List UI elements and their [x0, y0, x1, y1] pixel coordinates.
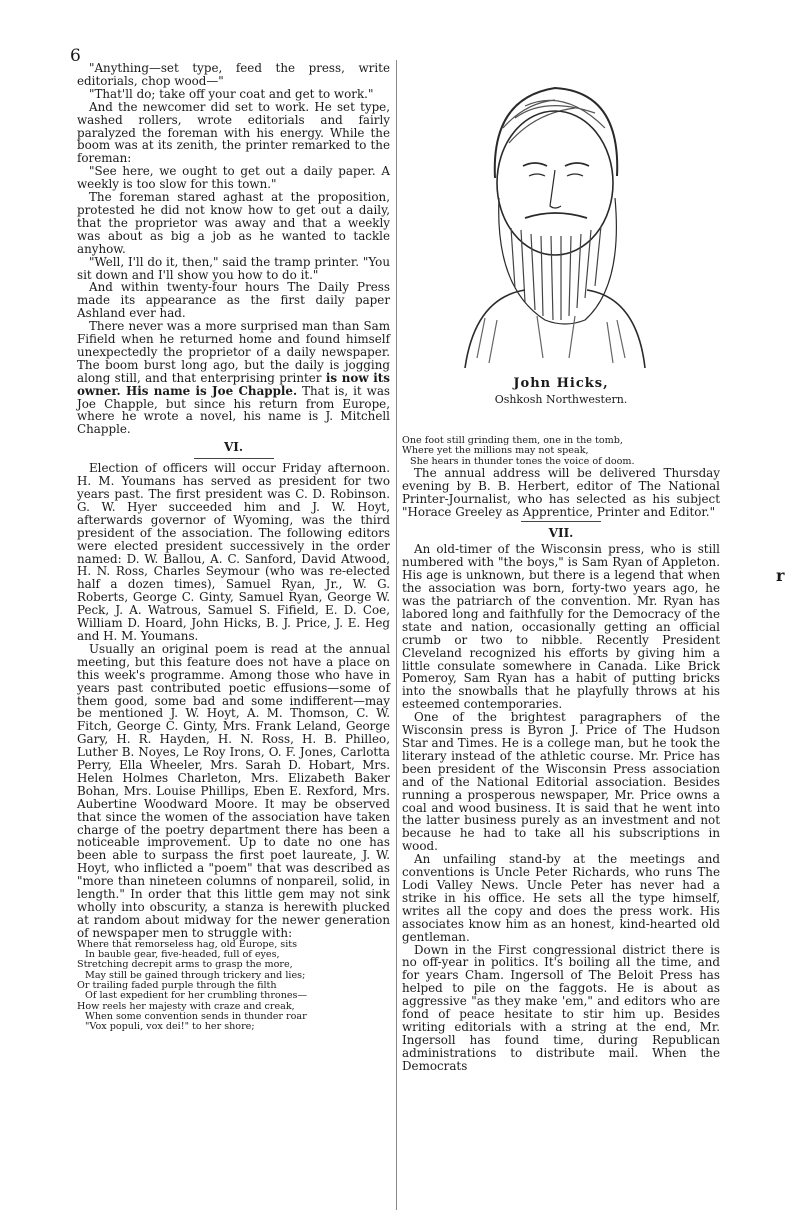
poem-stanza-end	[402, 436, 720, 467]
paragraph: "Anything—set type, feed the press, write editorials, chop wood—"	[77, 61, 390, 88]
right-column	[402, 436, 720, 1073]
paragraph-text: There never was a more surprised man than Sam Fifield when he returned home and found himself unexpectedly the proprietor of a daily newspaper. The boom burst long ago, but the daily is jogging along still, and that enterprising printer	[77, 319, 390, 385]
paragraph: The annual address will be delivered Thursday evening by B. B. Herbert, editor of The National Printer-Journalist, who has selected as his subject "Horace Greeley as Apprentice, Printer and Editor."	[402, 465, 720, 519]
section-heading-vi: VI.	[223, 440, 244, 455]
paragraph: "That'll do; take off your coat and get to work."	[89, 86, 374, 101]
john-hicks-portrait	[425, 58, 685, 368]
poem-line: In bauble gear, five-headed, full of eyes,	[85, 949, 280, 961]
margin-mark: r	[776, 566, 785, 585]
paragraph-text: That is, it was Joe Chapple, but since his return from Europe, where he wrote a novel, his name is J. Mitchell Chapple.	[77, 383, 391, 437]
column-divider	[396, 60, 397, 1210]
poem-line: Or trailing faded purple through the filth	[77, 979, 277, 991]
paragraph: Usually an original poem is read at the annual meeting, but this feature does not have a place on this week's programme. Among those who have in years past contributed poetic effusions—some of them good, some bad and some indifferent—may be mentioned J. W. Hoyt, A. M. Thomson, C. W. Fitch, George C. Ginty, Mrs. Frank Leland, George Gary, H. R. Hayden, H. N. Ross, H. B. Philleo, Luther B. Noyes, Le Roy Irons, O. F. Jones, Carlotta Perry, Ella Wheeler, Mrs. Sarah D. Hobart, Mrs. Helen Holmes Charleton, Mrs. Elizabeth Baker Bohan, Mrs. Louise Phillips, Eben E. Rexford, Mrs. Aubertine Woodward Moore. It may be observed that since the women of the association have taken charge of the poetry department there has been a noticeable improvement. Up to date no one has been able to surpass the first poet laureate, J. W. Hoyt, who inflicted a "poem" that was described as "more than nineteen columns of nonpareil, solid, in length." In order that this little gem may not sink wholly into obscurity, a stanza is herewith plucked at random about midway for the newer generation of newspaper men to struggle with:	[77, 641, 390, 940]
left-column	[77, 62, 390, 1032]
paragraph: Down in the First congressional district there is no off-year in politics. It's boiling all the time, and for years Cham. Ingersoll of The Beloit Press has helped to pile on the faggots. He is about as aggressive "as they make 'em," and editors who are fond of peace hesitate to stir him up. Besides writing editorials with a string at the end, Mr. Ingersoll has found time, during Republican administrations to distribute mail. When the Democrats	[402, 942, 720, 1073]
page-number: 6	[70, 46, 81, 66]
poem-line: May still be gained through trickery and lies;	[85, 969, 306, 981]
section-rule	[521, 521, 601, 522]
section-rule	[194, 458, 274, 459]
paragraph: "See here, we ought to get out a daily paper. A weekly is too slow for this town."	[77, 164, 390, 192]
paragraph: The foreman stared aghast at the proposition, protested he did not know how to get out a daily, that the proprietor was away and that a weekly was about as big a job as he wanted to tackle anyhow.	[77, 190, 390, 256]
poem-line: She hears in thunder tones the voice of doom.	[410, 455, 635, 467]
paragraph: And the newcomer did set to work. He set type, washed rollers, wrote editorials and fairly paralyzed the foreman with his energy. While the boom was at its zenith, the printer remarked to the foreman:	[77, 99, 390, 166]
section-heading-vii: VII.	[548, 525, 574, 540]
paragraph: Election of officers will occur Friday afternoon. H. M. Youmans has served as president for two years past. The first president was C. D. Robinson. G. W. Hyer succeeded him and J. W. Hoyt, afterwards governor of Wyoming, was the third president of the association. The following editors were elected president successively in the order named: D. W. Ballou, A. C. Sanford, David Atwood, H. N. Ross, Charles Seymour (who was re-elected half a dozen times), Samuel Ryan, Jr., W. G. Roberts, George C. Ginty, Samuel Ryan, George W. Peck, J. A. Watrous, Samuel S. Fifield, E. D. Coe, William D. Hoard, John Hicks, B. J. Price, J. E. Heg and H. M. Youmans.	[77, 461, 390, 643]
poem-line: One foot still grinding them, one in the tomb,	[402, 435, 623, 446]
caption-name: John Hicks,	[513, 376, 609, 391]
poem-line: Where yet the millions may not speak,	[402, 445, 589, 457]
poem-line: "Vox populi, vox dei!" to her shore;	[85, 1021, 255, 1033]
paragraph: One of the brightest paragraphers of the Wisconsin press is Byron J. Price of The Hudson Star and Times. He is a college man, but he took the literary instead of the athletic course. Mr. Price has been president of the Wisconsin Press association and of the National Editorial association. Besides running a prosperous newspaper, Mr. Price owns a coal and wood business. It is said that he went into the latter business purely as an investment and not because he had to take all his subscriptions in wood.	[402, 710, 720, 854]
paragraph: An unfailing stand-by at the meetings and conventions is Uncle Peter Richards, who runs The Lodi Valley News. Uncle Peter has never had a strike in his office. He sets all the type himself, writes all the copy and does the press work. His associates know him as an honest, kind-hearted old gentleman.	[402, 852, 720, 944]
poem-stanza	[77, 940, 390, 1033]
portrait-caption	[402, 376, 720, 406]
caption-paper: Oshkosh Northwestern.	[494, 393, 628, 406]
poem-line: Of last expedient for her crumbling thrones—	[85, 990, 308, 1002]
paragraph: An old-timer of the Wisconsin press, who is still numbered with "the boys," is Sam Ryan of Appleton. His age is unknown, but there is a legend that when the association was born, forty-two years ago, he was the patriarch of the convention. Mr. Ryan has labored long and faithfully for the Democracy of the state and nation, occasionally getting an official crumb or two to nibble. Recently President Cleveland recognized his efforts by giving him a little consulate somewhere in Canada. Like Brick Pomeroy, Sam Ryan has a habit of putting bricks into the snowballs that he playfully throws at his esteemed contemporaries.	[402, 542, 720, 712]
poem-line: How reels her majesty with craze and creak,	[77, 1000, 295, 1012]
poem-line: Where that remorseless hag, old Europe, sits	[77, 938, 298, 950]
paragraph	[77, 320, 390, 436]
poem-line: Stretching decrepit arms to grasp the more,	[77, 959, 293, 971]
paragraph: "Well, I'll do it, then," said the tramp printer. "You sit down and I'll show you how to do it."	[77, 254, 390, 282]
poem-line: When some convention sends in thunder roar	[85, 1010, 307, 1022]
paragraph: And within twenty-four hours The Daily Press made its appearance as the first daily paper Ashland ever had.	[77, 280, 390, 321]
bold-text: is now its owner. His name is Joe Chapple.	[77, 370, 390, 398]
